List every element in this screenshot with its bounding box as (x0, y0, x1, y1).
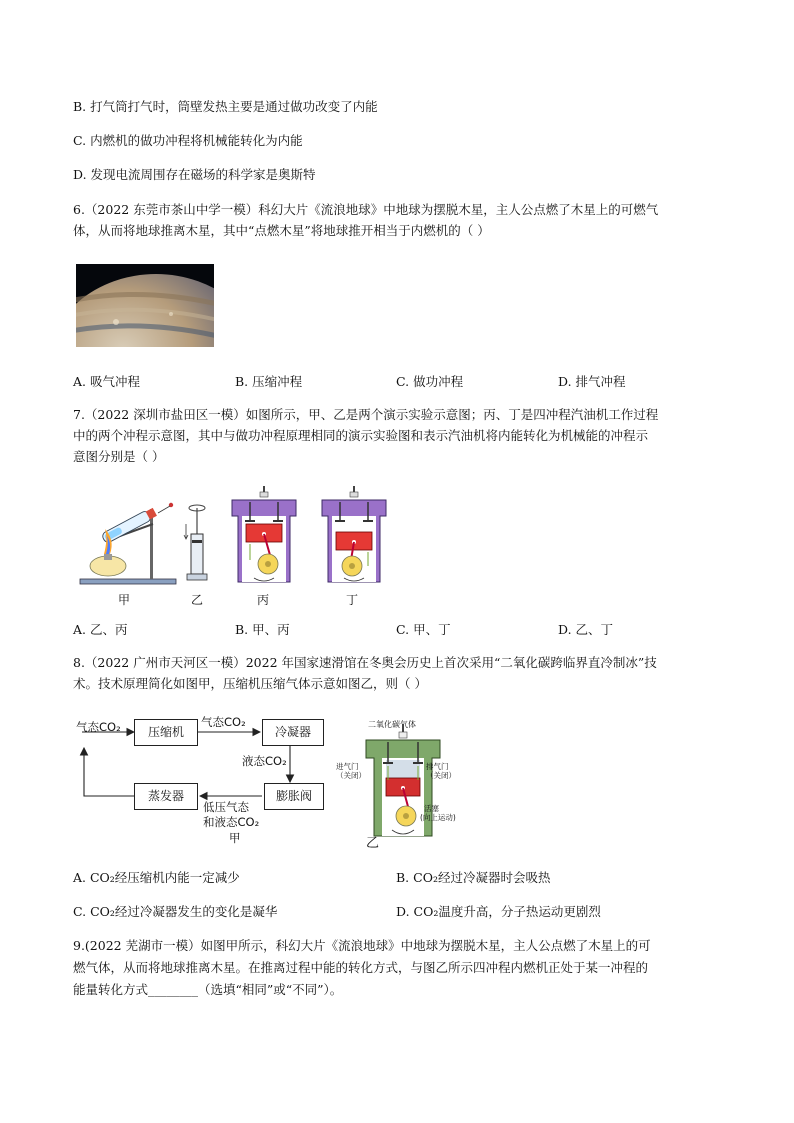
engine-label-exhaust: 排气门 (426, 762, 449, 771)
q5-option-b: B. 打气筒打气时，筒壁发热主要是通过做功改变了内能 (73, 99, 378, 114)
q7-option-b: B. 甲、丙 (235, 622, 290, 637)
q8-option-d: D. CO₂温度升高，分子热运动更剧烈 (396, 904, 601, 919)
flow-label-low-pressure: 低压气态 (203, 800, 249, 814)
flow-label-liquid: 液态CO₂ (242, 754, 287, 768)
fig-jia-test-tube-apparatus (78, 484, 180, 586)
q6-option-a: A. 吸气冲程 (73, 374, 140, 389)
engine-label-piston: 活塞 (424, 804, 439, 813)
q7-option-c: C. 甲、丁 (396, 622, 451, 637)
engine-label-intake-closed: （关闭） (336, 771, 366, 780)
engine-label-co2-gas: 二氧化碳气体 (368, 720, 416, 729)
fig-label-bing: 丙 (257, 593, 270, 607)
fig-ding-engine-stroke (318, 486, 390, 586)
q7-stem-line3: 意图分别是（ ） (73, 449, 165, 464)
q7-stem-line2: 中的两个冲程示意图，其中与做功冲程原理相同的演示实验图和表示汽油机将内能转化为机械能的冲程示 (73, 428, 649, 443)
flow-box-condenser: 冷凝器 (262, 719, 324, 746)
flow-box-valve: 膨胀阀 (264, 783, 324, 810)
q6-option-c: C. 做功冲程 (396, 374, 464, 389)
q8-stem-line2: 术。技术原理简化如图甲，压缩机压缩气体示意如图乙，则（ ） (73, 676, 427, 691)
jupiter-image (76, 264, 214, 347)
fig-label-yi: 乙 (191, 593, 204, 607)
q5-option-d: D. 发现电流周围存在磁场的科学家是奥斯特 (73, 167, 316, 182)
q6-option-d: D. 排气冲程 (558, 374, 626, 389)
flow-label-gas-liquid: 和液态CO₂ (203, 815, 260, 829)
q7-option-d: D. 乙、丁 (558, 622, 614, 637)
q9-stem-line3: 能量转化方式________（选填“相同”或“不同”）。 (73, 982, 343, 997)
engine-label-piston-up: (向上运动) (420, 813, 456, 822)
engine-figure-label-yi: 乙 (366, 836, 380, 851)
fig-bing-engine-stroke (228, 486, 300, 586)
flow-label-gas-in: 气态CO₂ (76, 720, 121, 734)
fig-label-ding: 丁 (346, 593, 359, 607)
fig-label-jia: 甲 (118, 593, 131, 607)
flow-box-evaporator: 蒸发器 (134, 783, 198, 810)
q8-option-b: B. CO₂经过冷凝器时会吸热 (396, 870, 551, 885)
q8-option-a: A. CO₂经压缩机内能一定减少 (73, 870, 240, 885)
flow-box-compressor: 压缩机 (134, 719, 198, 746)
q8-option-c: C. CO₂经过冷凝器发生的变化是凝华 (73, 904, 278, 919)
q8-stem-line1: 8.（2022 广州市天河区一模）2022 年国家速滑馆在冬奥会历史上首次采用“二氧化碳跨临界直冷制冰”技 (73, 655, 657, 670)
q9-stem-line2: 燃气体，从而将地球推离木星。在推离过程中能的转化方式，与图乙所示四冲程内燃机正处于某一冲程的 (73, 960, 649, 975)
flow-figure-label-jia: 甲 (229, 831, 241, 845)
q6-stem-line2: 体，从而将地球推离木星，其中“点燃木星”将地球推开相当于内燃机的（ ） (73, 223, 490, 238)
q6-option-b: B. 压缩冲程 (235, 374, 303, 389)
fig-yi-compressor-engine (362, 724, 444, 844)
fig-yi-air-syringe (182, 504, 212, 584)
q7-option-a: A. 乙、丙 (73, 622, 128, 637)
engine-label-intake: 进气门 (336, 762, 359, 771)
engine-label-exhaust-closed: （关闭） (426, 771, 456, 780)
q6-stem-line1: 6.（2022 东莞市茶山中学一模）科幻大片《流浪地球》中地球为摆脱木星，主人公点燃了木星上的可燃气 (73, 202, 659, 217)
q9-stem-line1: 9.(2022 芜湖市一模）如图甲所示，科幻大片《流浪地球》中地球为摆脱木星，主人公点燃了木星上的可 (73, 938, 651, 953)
flow-label-gas-mid: 气态CO₂ (201, 715, 246, 729)
q5-option-c: C. 内燃机的做功冲程将机械能转化为内能 (73, 133, 303, 148)
q7-stem-line1: 7.（2022 深圳市盐田区一模）如图所示，甲、乙是两个演示实验示意图；丙、丁是四冲程汽油机工作过程 (73, 407, 659, 422)
